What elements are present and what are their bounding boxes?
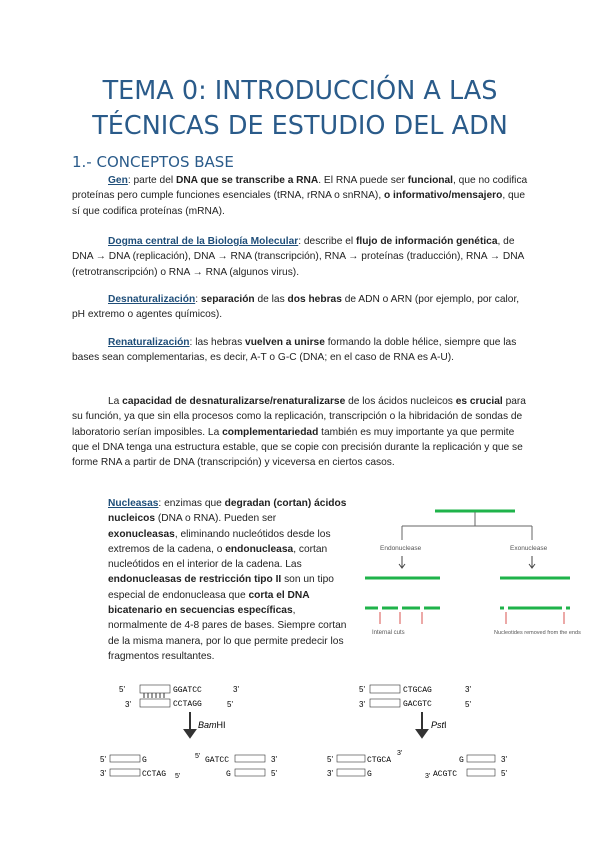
svg-text:CTGCA: CTGCA [367,756,392,765]
svg-text:3': 3' [465,685,471,694]
recognition-bottom: GACGTC [403,700,432,709]
term-gen: Gen [108,175,128,186]
bamhi-figure [95,680,295,780]
svg-text:G: G [459,756,464,765]
internal-cuts-label: Internal cuts [372,630,405,636]
svg-text:3': 3' [233,685,239,694]
term-dogma: Dogma central de la Biología Molecular [108,236,299,247]
psti-figure [325,680,525,780]
svg-text:3': 3' [359,700,365,709]
recognition-top: GGATCC [173,686,202,695]
end-removal-markers [506,612,564,624]
svg-text:G: G [226,770,231,779]
svg-text:3': 3' [327,769,333,778]
enzyme-label: PstI [431,720,447,730]
svg-text:5': 5' [271,769,277,778]
svg-text:G: G [367,770,372,779]
exo-arrow-icon [529,556,535,568]
endonuclease-label: Endonuclease [380,545,422,552]
nucleotides-removed-label: Nucleotides removed from the ends [494,630,581,636]
internal-cut-markers [380,612,422,624]
svg-text:5': 5' [327,755,333,764]
exonuclease-label: Exonuclease [510,545,548,552]
svg-text:CCTAG: CCTAG [142,770,167,779]
nuclease-figure [360,500,600,640]
endo-arrow-icon [399,556,405,568]
svg-text:5': 5' [501,769,507,778]
svg-text:5': 5' [227,700,233,709]
paragraph-dogma: Dogma central de la Biología Molecular: describe el flujo de información genética, de DNA → DNA (replicación), DNA → RNA (transcripción), RNA → proteínas (traducción), RNA → DNA (retrotranscripción) o RNA → RNA (algunos virus). [72,236,524,278]
paragraph-nucleasas: Nucleasas: enzimas que degradan (cortan) ácidos nucleicos (DNA o RNA). Pueden ser exonucleasas, eliminando nucleótidos desde los extremos de la cadena, o endonucleasa, cortan nucleótidos en el interior de la cadena. Las endonucleasas de restricción tipo II son un tipo especial de endonucleasa que corta el DNA bicatenario en secuencias específicas, normalmente de 4-8 pares de bases. Siempre cortan de la misma manera, por lo que permite predecir los fragmentos resultantes. [108,498,347,662]
svg-text:3': 3' [501,755,507,764]
svg-text:5': 5' [100,755,106,764]
section-heading: 1.- CONCEPTOS BASE [72,153,234,171]
dna-block [140,685,170,693]
svg-text:3': 3' [271,755,277,764]
page-title: TEMA 0: INTRODUCCIÓN A LAS TÉCNICAS DE ESTUDIO DEL ADN [92,76,508,141]
svg-text:G: G [142,756,147,765]
paragraph-gen: Gen: parte del DNA que se transcribe a RNA. El RNA puede ser funcional, que no codifica proteínas pero cumple funciones esenciales (tRNA, rRNA o snRNA), o informativo/mensajero, que sí que codifica proteínas (mRNA). [72,175,528,217]
svg-text:3': 3' [125,700,131,709]
paragraph-desnaturalizacion: Desnaturalización: separación de las dos hebras de ADN o ARN (por ejemplo, por calor, pH extremo o agentes químicos). [72,294,520,321]
recognition-bottom: CCTAGG [173,700,202,709]
recognition-top: CTGCAG [403,686,432,695]
svg-text:3': 3' [425,773,431,780]
svg-text:5': 5' [119,685,125,694]
paragraph-renaturalizacion: Renaturalización: las hebras vuelven a unirse formando la doble hélice, siempre que las bases sean complementarias, es decir, A-T o G-C (DNA; en el caso de RNA es A-U). [72,337,517,364]
term-nucleasas: Nucleasas [108,498,159,509]
arrow-down-icon [417,712,427,737]
arrow-down-icon [185,712,195,737]
svg-text:5': 5' [195,753,201,760]
dna-block [370,685,400,693]
svg-text:3': 3' [100,769,106,778]
svg-text:ACGTC: ACGTC [433,770,458,779]
paragraph-capacidad: La capacidad de desnaturalizarse/renaturalizarse de los ácidos nucleicos es crucial para su función, ya que sin ella procesos como la replicación, transcripción o la hibridación de sondas de laboratorio serían imposibles. La complementariedad también es muy importante ya que permite que el DNA tenga una estructura estable, que se copie con precisión durante la replicación y que se forme RNA a partir de DNA (transcripción) y viceversa en ciertos casos. [72,396,526,469]
svg-text:5': 5' [175,773,181,780]
svg-text:5': 5' [465,700,471,709]
svg-text:GATCC: GATCC [205,756,230,765]
svg-text:3': 3' [397,750,403,757]
svg-text:5': 5' [359,685,365,694]
term-desnaturalizacion: Desnaturalización [108,294,196,305]
enzyme-label: BamHI [198,720,226,730]
term-renaturalizacion: Renaturalización [108,337,190,348]
